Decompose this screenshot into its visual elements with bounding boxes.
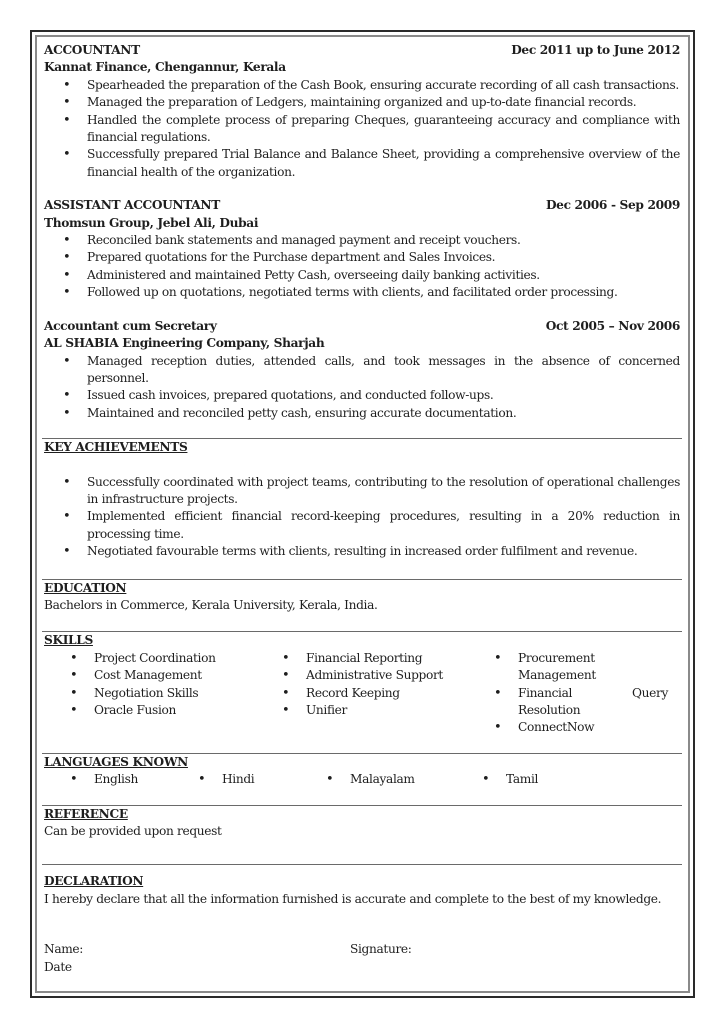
section-heading-reference: REFERENCE: [44, 806, 128, 821]
languages-list: [44, 771, 680, 788]
skill-item: • Oracle Fusion: [94, 702, 256, 719]
section-heading-achievements: KEY ACHIEVEMENTS: [44, 440, 188, 455]
job-bullet: • Followed up on quotations, negotiated terms with clients, and facilitated order processing.: [87, 284, 680, 301]
skill-item: • Financial Reporting: [306, 650, 468, 667]
job-entry: [44, 318, 680, 422]
job-company: Thomsun Group, Jebel Ali, Dubai: [44, 215, 259, 230]
reference-text: Can be provided upon request: [44, 824, 222, 839]
section-heading-education: EDUCATION: [44, 580, 127, 595]
skills-column: [256, 650, 468, 737]
job-header: [44, 42, 680, 59]
language-item: • Hindi: [172, 771, 300, 788]
job-entry: [44, 42, 680, 181]
resume-body: [44, 42, 680, 976]
education-text: Bachelors in Commerce, Kerala University, Kerala, India.: [44, 597, 378, 612]
skills-column: [468, 650, 668, 737]
skills-grid: [44, 650, 680, 737]
skill-item: • Record Keeping: [306, 685, 468, 702]
job-title: ACCOUNTANT: [44, 43, 140, 57]
job-header: [44, 318, 680, 335]
job-bullet: • Issued cash invoices, prepared quotations, and conducted follow-ups.: [87, 387, 680, 404]
job-company: Kannat Finance, Chengannur, Kerala: [44, 60, 286, 75]
name-label: Name:: [44, 942, 84, 957]
job-bullet: • Maintained and reconciled petty cash, ensuring accurate documentation.: [87, 405, 680, 422]
achievement-item: • Successfully coordinated with project teams, contributing to the resolution of operational challenges in infrastructure projects.: [87, 474, 680, 509]
job-entry: [44, 197, 680, 301]
skill-item: • Unifier: [306, 702, 468, 719]
language-item: • Tamil: [456, 771, 538, 788]
job-bullet: • Successfully prepared Trial Balance and Balance Sheet, providing a comprehensive overview of the financial health of the organization.: [87, 146, 680, 181]
job-dates: Dec 2006 - Sep 2009: [545, 198, 680, 213]
achievement-bullets: [44, 474, 680, 561]
job-bullets: [44, 232, 680, 302]
achievement-item: • Implemented efficient financial record-keeping procedures, resulting in a 20% reduction in processing time.: [87, 508, 680, 543]
skill-item: • Procurement Management: [518, 650, 668, 685]
skill-item: • Negotiation Skills: [94, 685, 256, 702]
section-heading-declaration: DECLARATION: [44, 874, 144, 889]
achievement-item: • Negotiated favourable terms with clients, resulting in increased order fulfilment and revenue.: [87, 543, 680, 560]
job-bullet: • Handled the complete process of preparing Cheques, guaranteeing accuracy and compliance with financial regulations.: [87, 112, 680, 147]
language-item: • English: [44, 771, 172, 788]
job-bullet: • Reconciled bank statements and managed payment and receipt vouchers.: [87, 232, 680, 249]
skill-item: • Financial Query Resolution: [518, 685, 668, 720]
job-dates: Dec 2011 up to June 2012: [511, 43, 680, 57]
skill-item: • ConnectNow: [518, 719, 668, 736]
date-label: Date: [44, 959, 72, 974]
job-bullets: [44, 353, 680, 423]
job-bullet: • Managed reception duties, attended calls, and took messages in the absence of concerned personnel.: [87, 353, 680, 388]
section-heading-languages: LANGUAGES KNOWN: [44, 754, 188, 769]
job-dates: Oct 2005 – Nov 2006: [545, 318, 680, 333]
job-bullet: • Spearheaded the preparation of the Cash Book, ensuring accurate recording of all cash transactions.: [87, 77, 680, 94]
job-title: ASSISTANT ACCOUNTANT: [44, 198, 220, 213]
job-bullet: • Prepared quotations for the Purchase department and Sales Invoices.: [87, 249, 680, 266]
skill-item: • Administrative Support: [306, 667, 468, 684]
job-header: [44, 197, 680, 214]
job-bullet: • Administered and maintained Petty Cash, overseeing daily banking activities.: [87, 267, 680, 284]
signature-label: Signature:: [350, 942, 412, 957]
section-heading-skills: SKILLS: [44, 633, 93, 648]
skill-item: • Cost Management: [94, 667, 256, 684]
job-title: Accountant cum Secretary: [44, 318, 217, 333]
job-bullets: [44, 77, 680, 181]
signature-row: [44, 941, 680, 958]
job-company: AL SHABIA Engineering Company, Sharjah: [44, 336, 325, 351]
language-item: • Malayalam: [300, 771, 456, 788]
job-bullet: • Managed the preparation of Ledgers, maintaining organized and up-to-date financial records.: [87, 94, 680, 111]
skill-item: • Project Coordination: [94, 650, 256, 667]
declaration-text: I hereby declare that all the information furnished is accurate and complete to the best of my knowledge.: [44, 891, 662, 906]
skills-column: [44, 650, 256, 737]
